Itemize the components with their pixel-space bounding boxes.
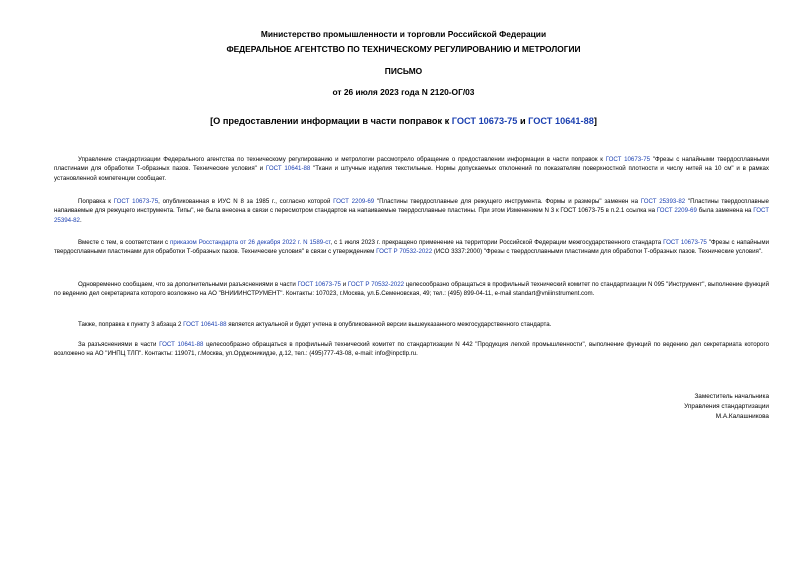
paragraph-4: [54, 280, 769, 299]
link-gost-10673-75[interactable]: ГОСТ 10673-75: [451, 116, 518, 126]
link-gost-10673-75[interactable]: ГОСТ 10673-75: [663, 239, 707, 246]
link-gost-10641-88[interactable]: ГОСТ 10641-88: [183, 321, 227, 328]
paragraph-text: является актуальной и будет учтена в опубликованной версии вышеуказанного межгосударственного стандарта.: [226, 321, 552, 328]
link-gost-10673-75[interactable]: ГОСТ 10673-75: [297, 281, 341, 288]
link-gost-10673-75[interactable]: ГОСТ 10673-75: [113, 198, 159, 205]
paragraph-text: была заменена на: [696, 207, 754, 215]
paragraph-text: Одновременно сообщаем, что за дополнительными разъяснениями в части: [78, 281, 298, 288]
link-gost-10641-88[interactable]: ГОСТ 10641-88: [159, 341, 204, 348]
paragraph-text: .: [79, 216, 82, 224]
paragraph-text: "Пластины твердосплавные для режущего инструмента. Формы и размеры" заменен на: [374, 198, 641, 205]
paragraph-text: (ИСО 3337:2000) "Фрезы с твердосплавными пластинами для обработки Т-образных пазов. Технические условия".: [432, 248, 763, 256]
signature-name: М.А.Калашникова: [715, 413, 769, 420]
link-gost-2209-69[interactable]: ГОСТ 2209-69: [656, 207, 697, 215]
document-date-number: от 26 июля 2023 года N 2120-ОГ/03: [332, 87, 475, 97]
paragraph-text: Управление стандартизации Федерального агентства по техническому регулированию и метрологии рассмотрело обращение о предоставлении информации в части поправок к: [78, 156, 606, 163]
paragraph-6: [54, 340, 769, 359]
paragraph-text: За разъяснениями в части: [78, 341, 160, 348]
paragraph-text: Поправка к: [78, 198, 114, 205]
link-gost-25394-82[interactable]: ГОСТ 25394-82: [54, 207, 769, 224]
subject-text: ]: [593, 116, 597, 126]
paragraph-text: "Фрезы с напайными твердосплавными пластинами для обработки Т-образных пазов. Технические условия" в связи с утверждением: [54, 239, 770, 256]
paragraph-3: [54, 238, 769, 257]
document-type: ПИСЬМО: [384, 66, 423, 76]
link-gost-2209-69[interactable]: ГОСТ 2209-69: [333, 198, 375, 205]
subject-text: [О предоставлении информации в части поправок к: [210, 116, 452, 126]
paragraph-5: [54, 320, 769, 329]
paragraph-1: [54, 155, 769, 183]
subject-text: и: [517, 116, 529, 126]
paragraph-text: , с 1 июля 2023 г. прекращено применение на территории Российской Федерации межгосударственного стандарта: [330, 239, 664, 246]
link-gost-10641-88[interactable]: ГОСТ 10641-88: [265, 165, 311, 173]
link-gost-25393-82[interactable]: ГОСТ 25393-82: [640, 198, 686, 205]
signature-position: Заместитель начальника: [694, 393, 769, 400]
ministry-heading: Министерство промышленности и торговли Российской Федерации: [260, 29, 547, 39]
link-rosstandart-order[interactable]: приказом Росстандарта от 26 декабря 2022 г. N 1589-ст: [170, 239, 331, 246]
paragraph-text: "Ткани и штучные изделия текстильные. Нормы допускаемых отклонений по показателям поверхностной плотности и числу нитей на 10 см" и в рамках установленной компетенции сообщает.: [54, 165, 769, 182]
agency-heading: ФЕДЕРАЛЬНОЕ АГЕНТСТВО ПО ТЕХНИЧЕСКОМУ РЕГУЛИРОВАНИЮ И МЕТРОЛОГИИ: [226, 44, 581, 54]
link-gost-10673-75[interactable]: ГОСТ 10673-75: [605, 156, 651, 163]
paragraph-text: целесообразно обращаться в профильный технический комитет по стандартизации N 442 "Продукция легкой промышленности", выполнение функций по ведению дел секретариата которого возложено на АО "ИНПЦ ТЛП". Контакты: 119071, г.Москва, ул.Орджоникидзе, д.12, тел.: (495)777-43-08, e-mail: info@inpctlp.ru.: [54, 341, 769, 358]
paragraph-text: и: [340, 281, 348, 288]
paragraph-text: Также, поправка к пункту 3 абзаца 2: [78, 321, 184, 328]
paragraph-text: целесообразно обращаться в профильный технический комитет по стандартизации N 095 "Инструмент", выполнение функций по ведению дел секретариата которого возложено на АО "ВНИИИНСТРУМЕНТ". Контакты: 107023, г.Москва, ул.Б.Семеновская, 49; тел.: (495) 899-04-11, e-mail standart@vniiinstrument.com.: [54, 281, 770, 298]
paragraph-2: [54, 197, 769, 225]
link-gost-10641-88[interactable]: ГОСТ 10641-88: [528, 116, 594, 126]
document-subject: [0, 116, 807, 126]
link-gost-r-70532-2022[interactable]: ГОСТ Р 70532-2022: [376, 248, 433, 256]
paragraph-text: "Пластины твердосплавные напаиваемые для режущего инструмента. Типы", не была внесена в связи с пересмотром стандартов на напаиваемые твердосплавные пластины. При этом Изменением N 3 к ГОСТ 10673-75 в п.2.1 ссылка на: [54, 198, 769, 215]
paragraph-text: "Фрезы с напайными твердосплавными пластинами для обработки Т-образных пазов. Технические условия" и: [54, 156, 769, 173]
signature-block: [684, 392, 769, 422]
link-gost-r-70532-2022[interactable]: ГОСТ Р 70532-2022: [347, 281, 405, 288]
signature-department: Управления стандартизации: [684, 403, 769, 410]
paragraph-text: Вместе с тем, в соответствии с: [78, 239, 171, 246]
paragraph-text: , опубликованная в ИУС N 8 за 1985 г., согласно которой: [158, 198, 334, 205]
